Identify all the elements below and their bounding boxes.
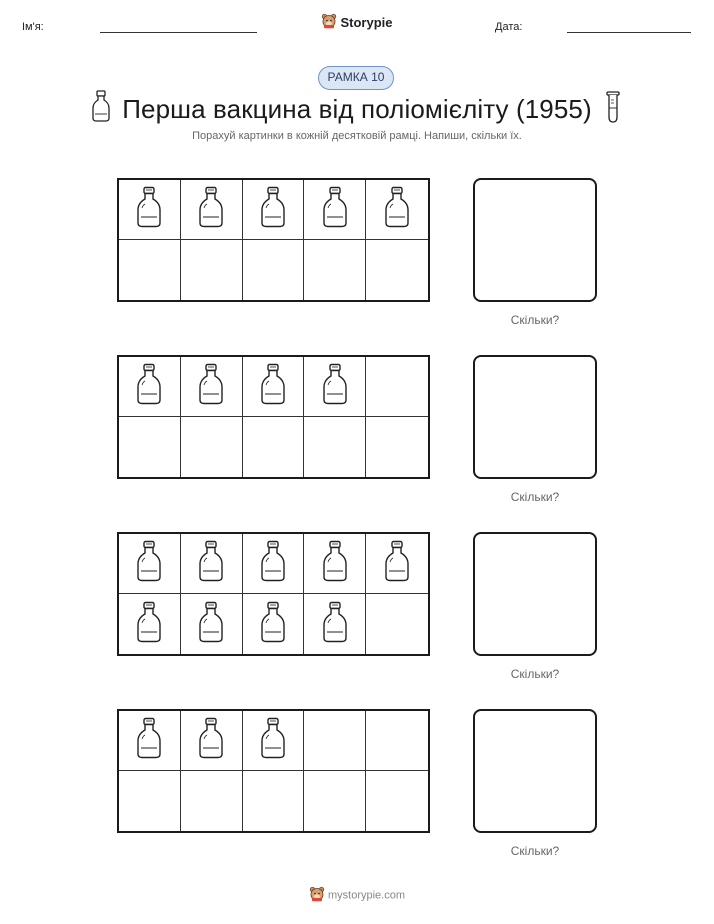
brand-logo: [0, 13, 714, 32]
frame-cell: [366, 357, 428, 417]
frame-cell: [243, 240, 305, 300]
bottle-icon: [321, 540, 349, 587]
frame-cell: [119, 594, 181, 654]
frame-cell: [181, 711, 243, 771]
frame-cell: [304, 417, 366, 477]
bottle-icon: [383, 186, 411, 233]
answer-box-3[interactable]: [473, 532, 597, 656]
bottle-icon: [135, 540, 163, 587]
bottle-icon: [197, 540, 225, 587]
frame-cell: [366, 417, 428, 477]
bottle-icon: [135, 601, 163, 648]
frame-cell: [243, 771, 305, 831]
frame-cell: [181, 594, 243, 654]
bear-logo-icon: [309, 886, 325, 905]
frame-cell: [304, 594, 366, 654]
frame-cell: [304, 180, 366, 240]
date-line[interactable]: [567, 32, 691, 33]
frame-cell: [119, 534, 181, 594]
frame-cell: [243, 357, 305, 417]
name-label: Ім'я:: [22, 21, 44, 33]
frame-cell: [366, 180, 428, 240]
frame-badge: РАМКА 10: [318, 66, 394, 90]
frame-cell: [119, 240, 181, 300]
bottle-icon: [259, 363, 287, 410]
frame-cell: [119, 180, 181, 240]
bottle-icon: [197, 186, 225, 233]
bottle-icon: [197, 601, 225, 648]
frame-cell: [304, 711, 366, 771]
date-label: Дата:: [495, 21, 523, 33]
how-many-label-3: Скільки?: [510, 667, 560, 681]
frame-cell: [304, 771, 366, 831]
bottle-icon: [259, 540, 287, 587]
brand-name: Storypie: [340, 15, 393, 30]
frame-cell: [366, 711, 428, 771]
name-line[interactable]: [100, 32, 257, 33]
bottle-icon: [259, 186, 287, 233]
frame-cell: [366, 771, 428, 831]
bottle-icon: [135, 717, 163, 764]
bottle-icon: [259, 601, 287, 648]
frame-cell: [243, 534, 305, 594]
ten-frame-4: [117, 709, 430, 833]
frame-cell: [119, 357, 181, 417]
footer: [0, 886, 714, 905]
page-title: Перша вакцина від поліомієліту (1955): [122, 94, 592, 124]
frame-cell: [181, 771, 243, 831]
bottle-icon: [259, 717, 287, 764]
bottle-icon: [383, 540, 411, 587]
frame-cell: [243, 417, 305, 477]
answer-box-1[interactable]: [473, 178, 597, 302]
frame-cell: [243, 711, 305, 771]
instructions: Порахуй картинки в кожній десятковій рамці. Напиши, скільки їх.: [192, 130, 522, 142]
frame-cell: [181, 534, 243, 594]
frame-cell: [304, 240, 366, 300]
answer-box-4[interactable]: [473, 709, 597, 833]
how-many-label-4: Скільки?: [510, 844, 560, 858]
frame-cell: [304, 534, 366, 594]
frame-cell: [181, 180, 243, 240]
bottle-icon: [135, 186, 163, 233]
how-many-label-1: Скільки?: [510, 313, 560, 327]
frame-cell: [366, 594, 428, 654]
footer-url: mystorypie.com: [327, 889, 406, 902]
frame-cell: [119, 417, 181, 477]
frame-cell: [243, 594, 305, 654]
how-many-label-2: Скільки?: [510, 490, 560, 504]
test-tube-icon: [605, 91, 621, 128]
frame-cell: [181, 357, 243, 417]
frame-cell: [304, 357, 366, 417]
bottle-icon: [197, 717, 225, 764]
bottle-icon: [321, 601, 349, 648]
bottle-icon: [197, 363, 225, 410]
bottle-icon: [321, 363, 349, 410]
frame-cell: [181, 417, 243, 477]
frame-cell: [366, 240, 428, 300]
ten-frame-2: [117, 355, 430, 479]
answer-box-2[interactable]: [473, 355, 597, 479]
frame-cell: [181, 240, 243, 300]
ten-frame-1: [117, 178, 430, 302]
bottle-icon: [321, 186, 349, 233]
frame-cell: [119, 771, 181, 831]
bear-logo-icon: [321, 13, 337, 32]
frame-cell: [119, 711, 181, 771]
frame-cell: [243, 180, 305, 240]
ten-frame-3: [117, 532, 430, 656]
frame-cell: [366, 534, 428, 594]
bottle-icon: [135, 363, 163, 410]
